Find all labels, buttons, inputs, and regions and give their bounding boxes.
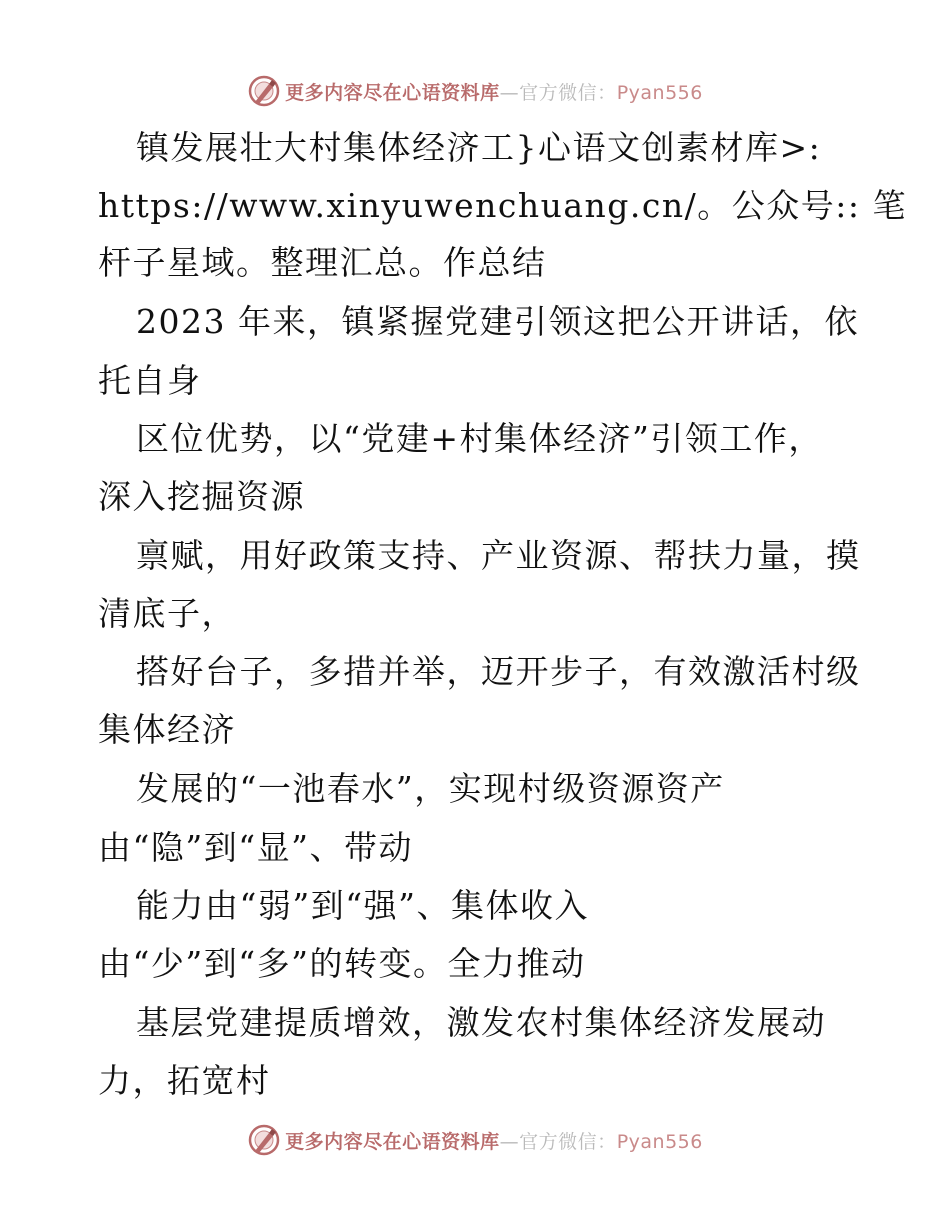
- watermark-contact-id: Pyan556: [616, 81, 703, 104]
- footer-watermark: [0, 1120, 950, 1160]
- text-line: 集体经济: [98, 710, 236, 749]
- text-line: 搭好台子，多措并举，迈开步子，有效激活村级: [136, 652, 861, 691]
- watermark-text: [285, 78, 703, 105]
- text-line: 镇发展壮大村集体经济工}心语文创素材库>:: [136, 128, 822, 167]
- pen-logo-icon: [247, 74, 281, 108]
- text-line: 区位优势，以“党建+村集体经济”引领工作，: [136, 419, 823, 458]
- watermark-contact-label: 官方微信：: [519, 81, 617, 104]
- watermark-text: [285, 1127, 703, 1154]
- text-line: 禀赋，用好政策支持、产业资源、帮扶力量，摸: [136, 536, 861, 575]
- text-line: 能力由“弱”到“强”、集体收入: [136, 886, 589, 925]
- watermark-separator: —: [499, 1130, 520, 1153]
- watermark-main-text: 更多内容尽在心语资料库: [285, 1130, 500, 1153]
- text-line: 托自身: [98, 361, 202, 400]
- watermark-main-text: 更多内容尽在心语资料库: [285, 81, 500, 104]
- text-line: https://www.xinyuwenchuang.cn/。公众号:: 笔: [98, 186, 907, 225]
- watermark-separator: —: [499, 81, 520, 104]
- text-line: 杆子星域。整理汇总。作总结: [98, 243, 547, 282]
- text-line: 力，拓宽村: [98, 1061, 271, 1100]
- text-line: 基层党建提质增效，激发农村集体经济发展动: [136, 1003, 826, 1042]
- watermark-contact-id: Pyan556: [616, 1130, 703, 1153]
- text-line: 2023 年来，镇紧握党建引领这把公开讲话，依: [136, 302, 859, 341]
- text-line: 发展的“一池春水”，实现村级资源资产: [136, 769, 725, 808]
- text-line: 深入挖掘资源: [98, 477, 305, 516]
- text-line: 由“少”到“多”的转变。全力推动: [98, 944, 586, 983]
- header-watermark: [0, 71, 950, 111]
- pen-logo-icon: [247, 1123, 281, 1157]
- text-line: 清底子，: [98, 594, 236, 633]
- watermark-contact-label: 官方微信：: [519, 1130, 617, 1153]
- text-line: 由“隐”到“显”、带动: [98, 828, 413, 867]
